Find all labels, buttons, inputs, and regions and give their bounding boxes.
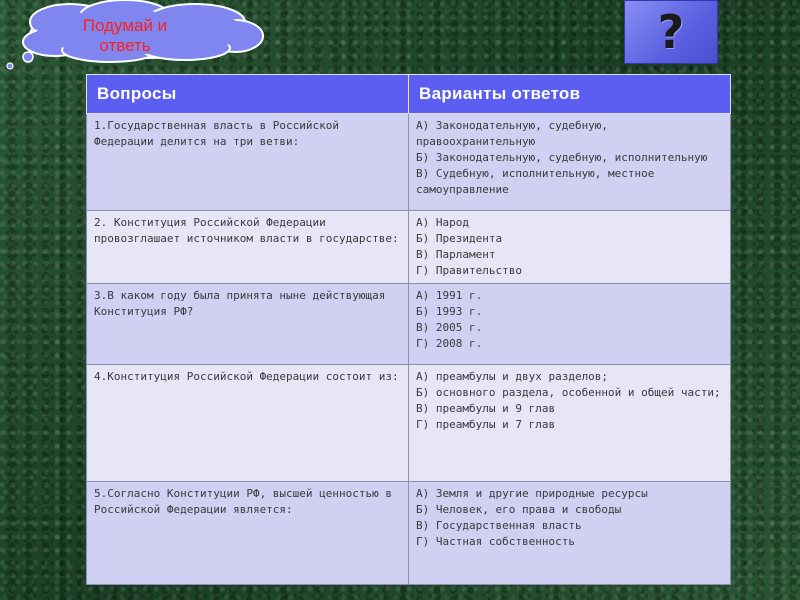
header-questions: Вопросы [87,75,409,114]
answer-option: В) преамбулы и 9 глав [416,402,556,415]
answers-cell [409,482,731,585]
answer-option: Б) Человек, его права и свободы [416,503,622,516]
answer-option: Б) Законодательную, судебную, исполнительную [416,151,708,164]
questions-table [86,74,731,585]
answer-option: Б) основного раздела, особенной и общей части; [416,386,721,399]
answer-option: А) Законодательную, судебную, правоохранительную [416,119,615,148]
answers-cell [409,211,731,284]
thought-cloud [0,0,280,75]
help-button[interactable] [624,0,718,64]
table-row [87,365,731,482]
answer-option: Г) Частная собственность [416,535,575,548]
answer-option: А) 1991 г. [416,289,483,302]
table-header-row [87,75,731,114]
answer-option: А) преамбулы и двух разделов; [416,370,609,383]
answer-option: Б) Президента [416,232,503,245]
question-cell: 5.Согласно Конституции РФ, высшей ценностью в Российской Федерации является: [87,482,409,585]
header-answers: Варианты ответов [409,75,731,114]
answers-cell [409,114,731,211]
question-cell: 2. Конституция Российской Федерации провозглашает источником власти в государстве: [87,211,409,284]
cloud-text: Подумай и ответь [82,16,168,55]
answers-cell [409,365,731,482]
answer-option: Г) преамбулы и 7 глав [416,418,556,431]
question-cell: 4.Конституция Российской Федерации состоит из: [87,365,409,482]
answer-option: Г) Правительство [416,264,522,277]
question-mark-icon: ? [657,5,685,59]
question-cell: 3.В каком году была принята ныне действующая Конституция РФ? [87,284,409,365]
answer-option: Б) 1993 г. [416,305,483,318]
table-row [87,114,731,211]
answer-option: В) 2005 г. [416,321,483,334]
answers-cell [409,284,731,365]
table-row [87,482,731,585]
answer-option: В) Судебную, исполнительную, местное самоуправление [416,167,662,196]
table-row [87,284,731,365]
answer-option: А) Земля и другие природные ресурсы [416,487,648,500]
answer-option: Г) 2008 г. [416,337,483,350]
answer-option: А) Народ [416,216,469,229]
answer-option: В) Парламент [416,248,496,261]
table-row [87,211,731,284]
answer-option: В) Государственная власть [416,519,582,532]
question-cell: 1.Государственная власть в Российской Федерации делится на три ветви: [87,114,409,211]
